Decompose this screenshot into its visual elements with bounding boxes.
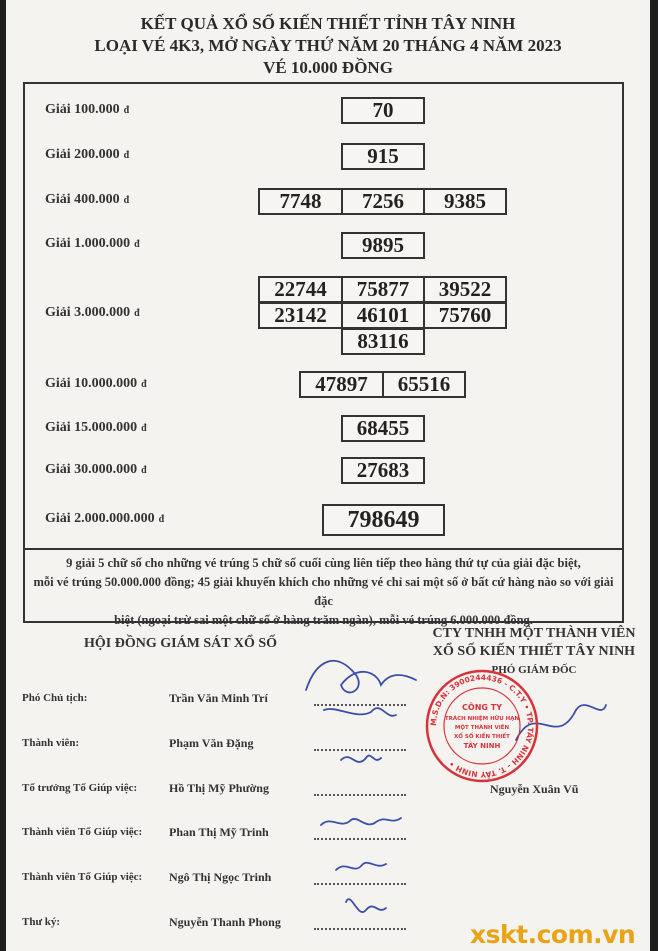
member-name: Nguyễn Thanh Phong [169, 915, 281, 929]
stamp-text: TÂY NINH [463, 742, 501, 750]
signature-stroke [346, 899, 386, 912]
member-name: Phan Thị Mỹ Trinh [169, 825, 269, 839]
site-watermark: xskt.com.vn [470, 920, 636, 949]
prize-number: 46101 [341, 302, 425, 329]
prize-number: 9895 [341, 232, 425, 259]
prize-number: 70 [341, 97, 425, 124]
stamp-text: XỔ SỐ KIẾN THIẾT [454, 734, 510, 740]
member-name: Hồ Thị Mỹ Phường [169, 781, 269, 795]
prize-label: Giải 30.000.000 đ [45, 462, 147, 477]
prize-label: Giải 15.000.000 đ [45, 420, 147, 435]
company-stamp [424, 668, 540, 784]
prize-number: 9385 [423, 188, 507, 215]
lottery-result-sheet [6, 0, 650, 951]
prize-number: 65516 [382, 371, 466, 398]
prize-label: Giải 100.000 đ [45, 102, 130, 117]
special-prize-label: Giải 2.000.000.000 đ [45, 511, 165, 526]
prize-number: 75760 [423, 302, 507, 329]
stamp-text: MỘT THÀNH VIÊN [454, 725, 510, 731]
prize-label: Giải 200.000 đ [45, 147, 130, 162]
company-signer-role: PHÓ GIÁM ĐỐC [491, 664, 577, 676]
prize-number: 47897 [299, 371, 384, 398]
member-role: Thành viên Tổ Giúp việc: [22, 871, 143, 883]
signature-stroke [336, 863, 386, 870]
title-line-3: VÉ 10.000 ĐỒNG [263, 58, 393, 77]
council-title: HỘI ĐỒNG GIÁM SÁT XỔ SỐ [84, 636, 278, 651]
prize-number: 7748 [258, 188, 343, 215]
member-role: Thành viên Tổ Giúp việc: [22, 826, 143, 838]
director-name: Nguyễn Xuân Vũ [490, 782, 579, 796]
member-role: Phó Chủ tịch: [22, 692, 88, 704]
signature-stroke [321, 818, 401, 825]
prize-number: 27683 [341, 457, 425, 484]
member-name: Trần Văn Minh Trí [169, 691, 268, 705]
prize-number: 68455 [341, 415, 425, 442]
consolation-note: 9 giải 5 chữ số cho những vé trúng 5 chữ số cuối cùng liên tiếp theo hàng thứ tự của giải đặc biệt, mỗi vé trúng 50.000.000 đồng; 45 giải khuyến khích cho những vé chỉ sai một số ở bất cứ hàng nào so với giải đặc biệt (ngoại trừ sai một chữ số ở hàng trăm ngàn), mỗi vé trúng 6.000.000 đồng. [33, 556, 614, 627]
results-table [23, 82, 624, 627]
prize-number: 22744 [258, 276, 343, 303]
member-role: Thành viên: [22, 737, 80, 749]
title-line-1: KẾT QUẢ XỔ SỐ KIẾN THIẾT TỈNH TÂY NINH [140, 14, 516, 33]
signature-stroke [324, 708, 396, 716]
member-name: Phạm Văn Đặng [169, 736, 254, 750]
prize-number: 75877 [341, 276, 425, 303]
member-role: Thư ký: [22, 916, 61, 928]
prize-number: 23142 [258, 302, 343, 329]
prize-number: 7256 [341, 188, 425, 215]
stamp-ring-text: M.S.D.N: 3900244436 - C.T.Y • TP. TÂY NINH - T. TÂY NINH • [428, 672, 536, 780]
prize-number: 39522 [423, 276, 507, 303]
member-name: Ngô Thị Ngọc Trinh [169, 870, 272, 884]
prize-number: 83116 [341, 328, 425, 355]
divider [25, 548, 622, 550]
signature-stroke [306, 661, 416, 693]
special-prize-number: 798649 [322, 504, 445, 536]
stamp-text: CÔNG TY [462, 703, 502, 712]
signature-stroke [341, 756, 381, 762]
stamp-text: TRÁCH NHIỆM HỮU HẠN [444, 716, 520, 722]
title-line-2: LOẠI VÉ 4K3, MỞ NGÀY THỨ NĂM 20 THÁNG 4 NĂM 2023 [94, 36, 562, 55]
prize-label: Giải 1.000.000 đ [45, 236, 140, 251]
company-name-line-2: XỔ SỐ KIẾN THIẾT TÂY NINH [432, 644, 636, 659]
prize-label: Giải 10.000.000 đ [45, 376, 147, 391]
prize-label: Giải 3.000.000 đ [45, 305, 140, 320]
member-role: Tổ trưởng Tổ Giúp việc: [22, 782, 138, 794]
company-name-line-1: CTY TNHH MỘT THÀNH VIÊN [432, 626, 636, 641]
prize-number: 915 [341, 143, 425, 170]
prize-label: Giải 400.000 đ [45, 192, 130, 207]
